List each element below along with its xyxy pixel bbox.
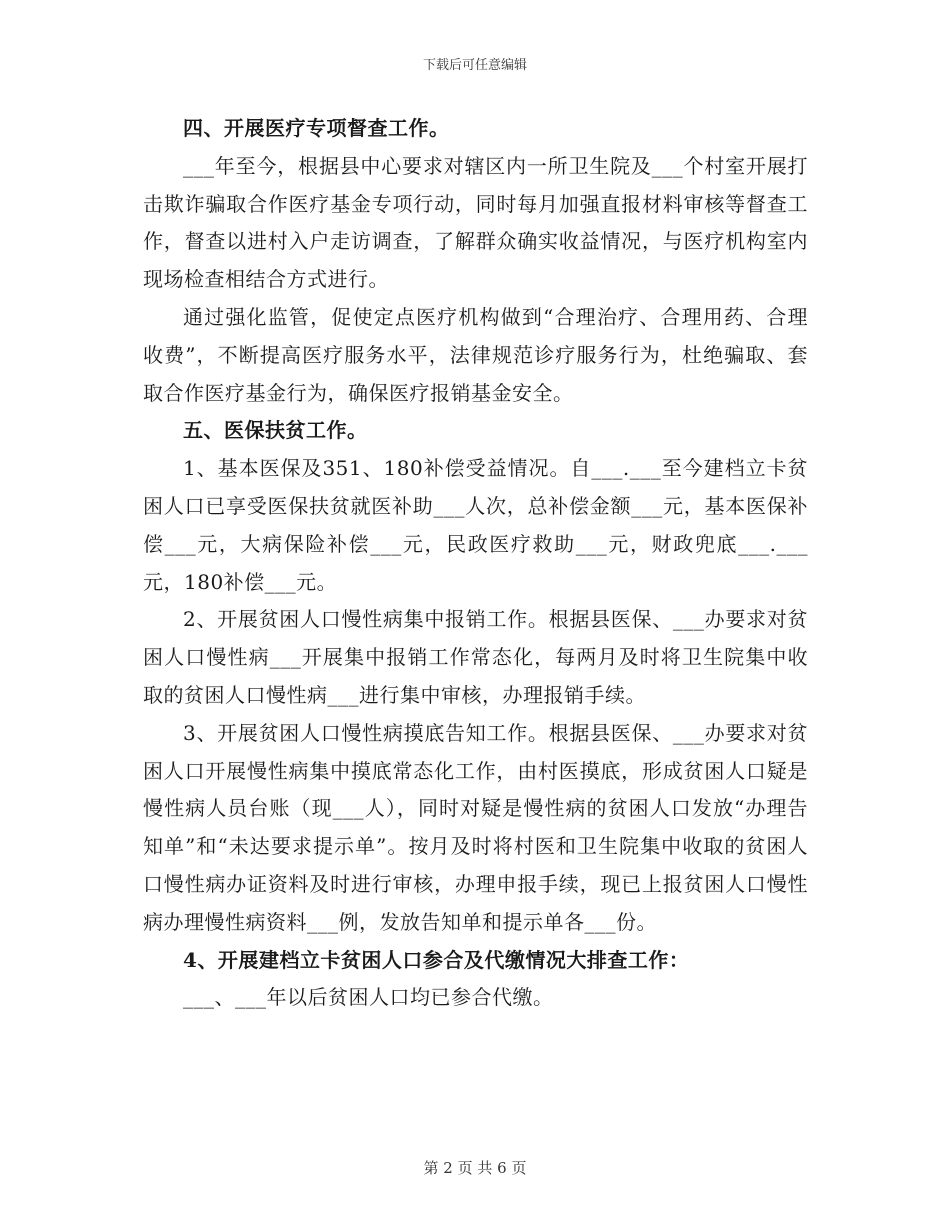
subsection-heading: 4、开展建档立卡贫困人口参合及代缴情况大排查工作：	[183, 947, 690, 972]
section-heading-4: 四、开展医疗专项督查工作。	[183, 116, 450, 140]
document-body	[143, 110, 808, 1017]
paragraph: 3、开展贫困人口慢性病摸底告知工作。根据县医保、___办要求对贫困人口开展慢性病集中摸底常态化工作，由村医摸底，形成贫困人口疑是慢性病人员台账（现___人），同时对疑是慢性病的贫困人口发放“办理告知单”和“未达要求提示单”。按月及时将村医和卫生院集中收取的贫困人口慢性病办证资料及时进行审核，办理申报手续，现已上报贫困人口慢性病办理慢性病资料___例，发放告知单和提示单各___份。	[143, 720, 808, 934]
page-header-note: 下载后可任意编辑	[422, 58, 527, 73]
paragraph: 2、开展贫困人口慢性病集中报销工作。根据县医保、___办要求对贫困人口慢性病___开展集中报销工作常态化，每两月及时将卫生院集中收取的贫困人口慢性病___进行集中审核，办理报销手续。	[143, 607, 808, 707]
page-number: 第 2 页 共 6 页	[423, 1159, 527, 1177]
paragraph: ___年至今，根据县中心要求对辖区内一所卫生院及___个村室开展打击欺诈骗取合作医疗基金专项行动，同时每月加强直报材料审核等督查工作，督查以进村入户走访调查，了解群众确实收益情况，与医疗机构室内现场检查相结合方式进行。	[143, 153, 808, 292]
section-heading-5: 五、医保扶贫工作。	[183, 418, 368, 443]
paragraph: 1、基本医保及351、180补偿受益情况。自___.___至今建档立卡贫困人口已享受医保扶贫就医补助___人次，总补偿金额___元，基本医保补偿___元，大病保险补偿___元，民政医疗救助___元，财政兜底___.___元，180补偿___元。	[143, 456, 808, 594]
paragraph: ___、___年以后贫困人口均已参合代缴。	[183, 985, 554, 1010]
paragraph: 通过强化监管，促使定点医疗机构做到“合理治疗、合理用药、合理收费”，不断提高医疗服务水平，法律规范诊疗服务行为，杜绝骗取、套取合作医疗基金行为，确保医疗报销基金安全。	[143, 304, 808, 405]
